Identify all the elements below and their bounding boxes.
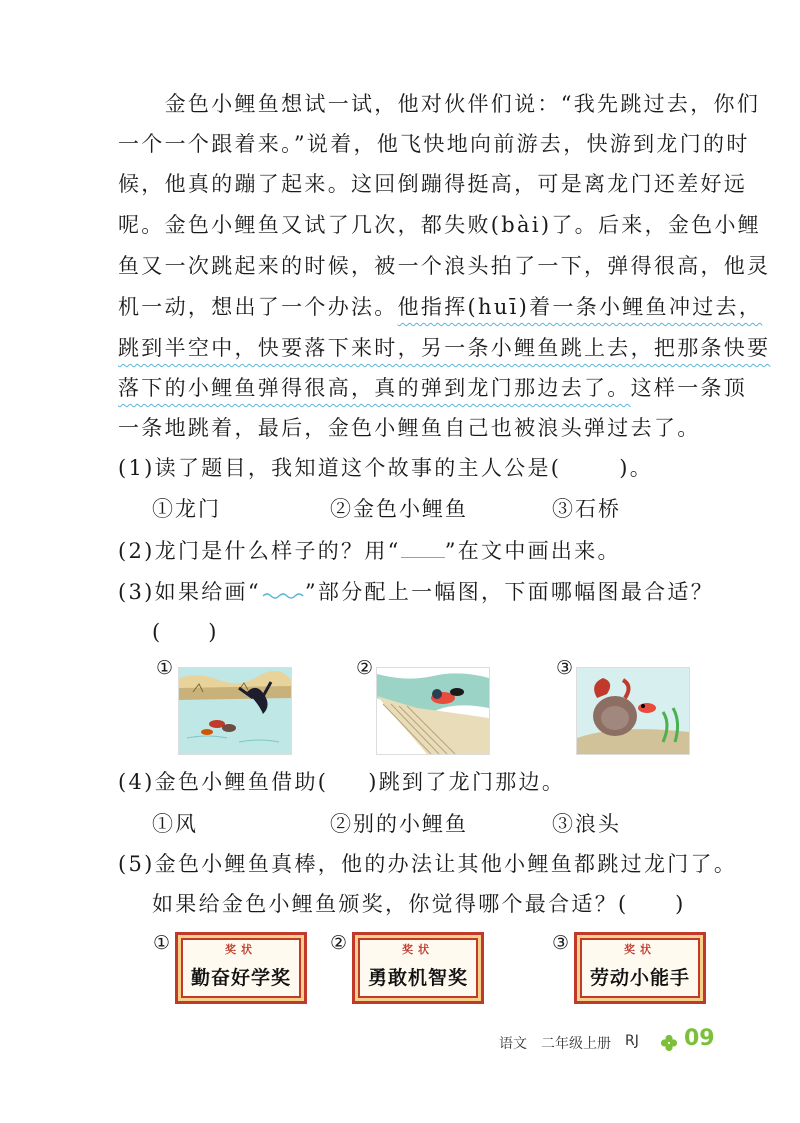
passage-line-8 <box>118 374 748 402</box>
question-1-stem <box>118 454 718 482</box>
award-option-3[interactable] <box>574 932 706 1004</box>
passage-line-4: 呢。金色小鲤鱼又试了几次，都失败(bài)了。后来，金色小鲤 <box>118 213 762 237</box>
crab-fish-picture <box>577 668 689 754</box>
picture-option-3[interactable] <box>576 667 690 755</box>
passage-line-8-plain: 这样一条顶 <box>630 376 748 400</box>
q1-stem-text: (1)读了题目，我知道这个故事的主人公是( <box>118 456 562 480</box>
award-header: 奖状 <box>402 943 434 956</box>
q1-stem-end: )。 <box>619 456 654 480</box>
award-title: 勤奋好学奖 <box>190 967 291 989</box>
q5-number-3: ③ <box>552 932 570 954</box>
straight-line-symbol <box>401 541 445 558</box>
wavy-underlined-text-end: 落下的小鲤鱼弹得很高，真的弹到龙门那边去了。 <box>118 376 631 400</box>
page-number: 09 <box>684 1026 715 1051</box>
passage-line-1: 金色小鲤鱼想试一试，他对伙伴们说：“我先跳过去，你们 <box>118 92 761 116</box>
q4-stem-end: )跳到了龙门那边。 <box>368 770 566 794</box>
question-5-prompt: 如果给金色小鲤鱼颁奖，你觉得哪个最合适？( ) <box>152 892 686 916</box>
q3-stem-text: (3)如果给画“ <box>118 580 261 604</box>
question-2-stem <box>118 537 718 565</box>
q4-option-1[interactable]: ①风 <box>152 812 198 836</box>
passage-line-5: 鱼又一次跳起来的时候，被一个浪头拍了一下，弹得很高，他灵 <box>118 254 771 278</box>
wavy-line-symbol <box>261 581 305 599</box>
question-4-stem <box>118 768 718 796</box>
passage-line-6 <box>118 293 763 321</box>
footer-edition: RJ <box>625 1033 639 1049</box>
q1-option-1[interactable]: ①龙门 <box>152 497 221 521</box>
question-5-stem: (5)金色小鲤鱼真棒，他的办法让其他小鲤鱼都跳过龙门了。 <box>118 852 738 876</box>
passage-line-9: 一条地跳着，最后，金色小鲤鱼自己也被浪头弹过去了。 <box>118 416 701 440</box>
clover-icon <box>660 1034 678 1052</box>
q3-pic-number-1: ① <box>156 657 174 679</box>
award-option-2[interactable] <box>352 932 484 1004</box>
swallow-pond-picture <box>179 668 291 754</box>
q4-option-2[interactable]: ②别的小鲤鱼 <box>330 812 468 836</box>
q5-number-2: ② <box>330 932 348 954</box>
q2-stem-text: (2)龙门是什么样子的？用“ <box>118 539 401 563</box>
q2-stem-end: ”在文中画出来。 <box>444 539 621 563</box>
passage-line-7: 跳到半空中，快要落下来时，另一条小鲤鱼跳上去，把那条快要 <box>118 336 771 360</box>
leaping-fish-picture <box>377 668 489 754</box>
picture-option-1[interactable] <box>178 667 292 755</box>
q3-pic-number-2: ② <box>356 657 374 679</box>
award-header: 奖状 <box>624 943 656 956</box>
q3-answer-blank[interactable]: ( ) <box>152 620 219 644</box>
q4-stem-text: (4)金色小鲤鱼借助( <box>118 770 329 794</box>
footer-grade: 二年级上册 <box>541 1036 611 1052</box>
award-header: 奖状 <box>225 943 257 956</box>
passage-line-2: 一个一个跟着来。”说着，他飞快地向前游去，快游到龙门的时 <box>118 132 750 156</box>
q5-number-1: ① <box>153 932 171 954</box>
award-title: 劳动小能手 <box>589 967 690 989</box>
q3-pic-number-3: ③ <box>556 657 574 679</box>
passage-line-3: 候，他真的蹦了起来。这回倒蹦得挺高，可是离龙门还差好远 <box>118 172 748 196</box>
award-title: 勇敢机智奖 <box>367 967 468 989</box>
q1-option-2[interactable]: ②金色小鲤鱼 <box>330 497 468 521</box>
award-option-1[interactable] <box>175 932 307 1004</box>
wavy-underlined-text: 他指挥(huī)着一条小鲤鱼冲过去， <box>397 295 763 319</box>
picture-option-2[interactable] <box>376 667 490 755</box>
question-3-stem <box>118 578 718 606</box>
q1-option-3[interactable]: ③石桥 <box>552 497 621 521</box>
passage-line-6-plain: 机一动，想出了一个办法。 <box>118 295 398 319</box>
q4-option-3[interactable]: ③浪头 <box>552 812 621 836</box>
q3-stem-end: ”部分配上一幅图，下面哪幅图最合适？ <box>304 580 715 604</box>
footer-subject: 语文 <box>499 1036 527 1052</box>
